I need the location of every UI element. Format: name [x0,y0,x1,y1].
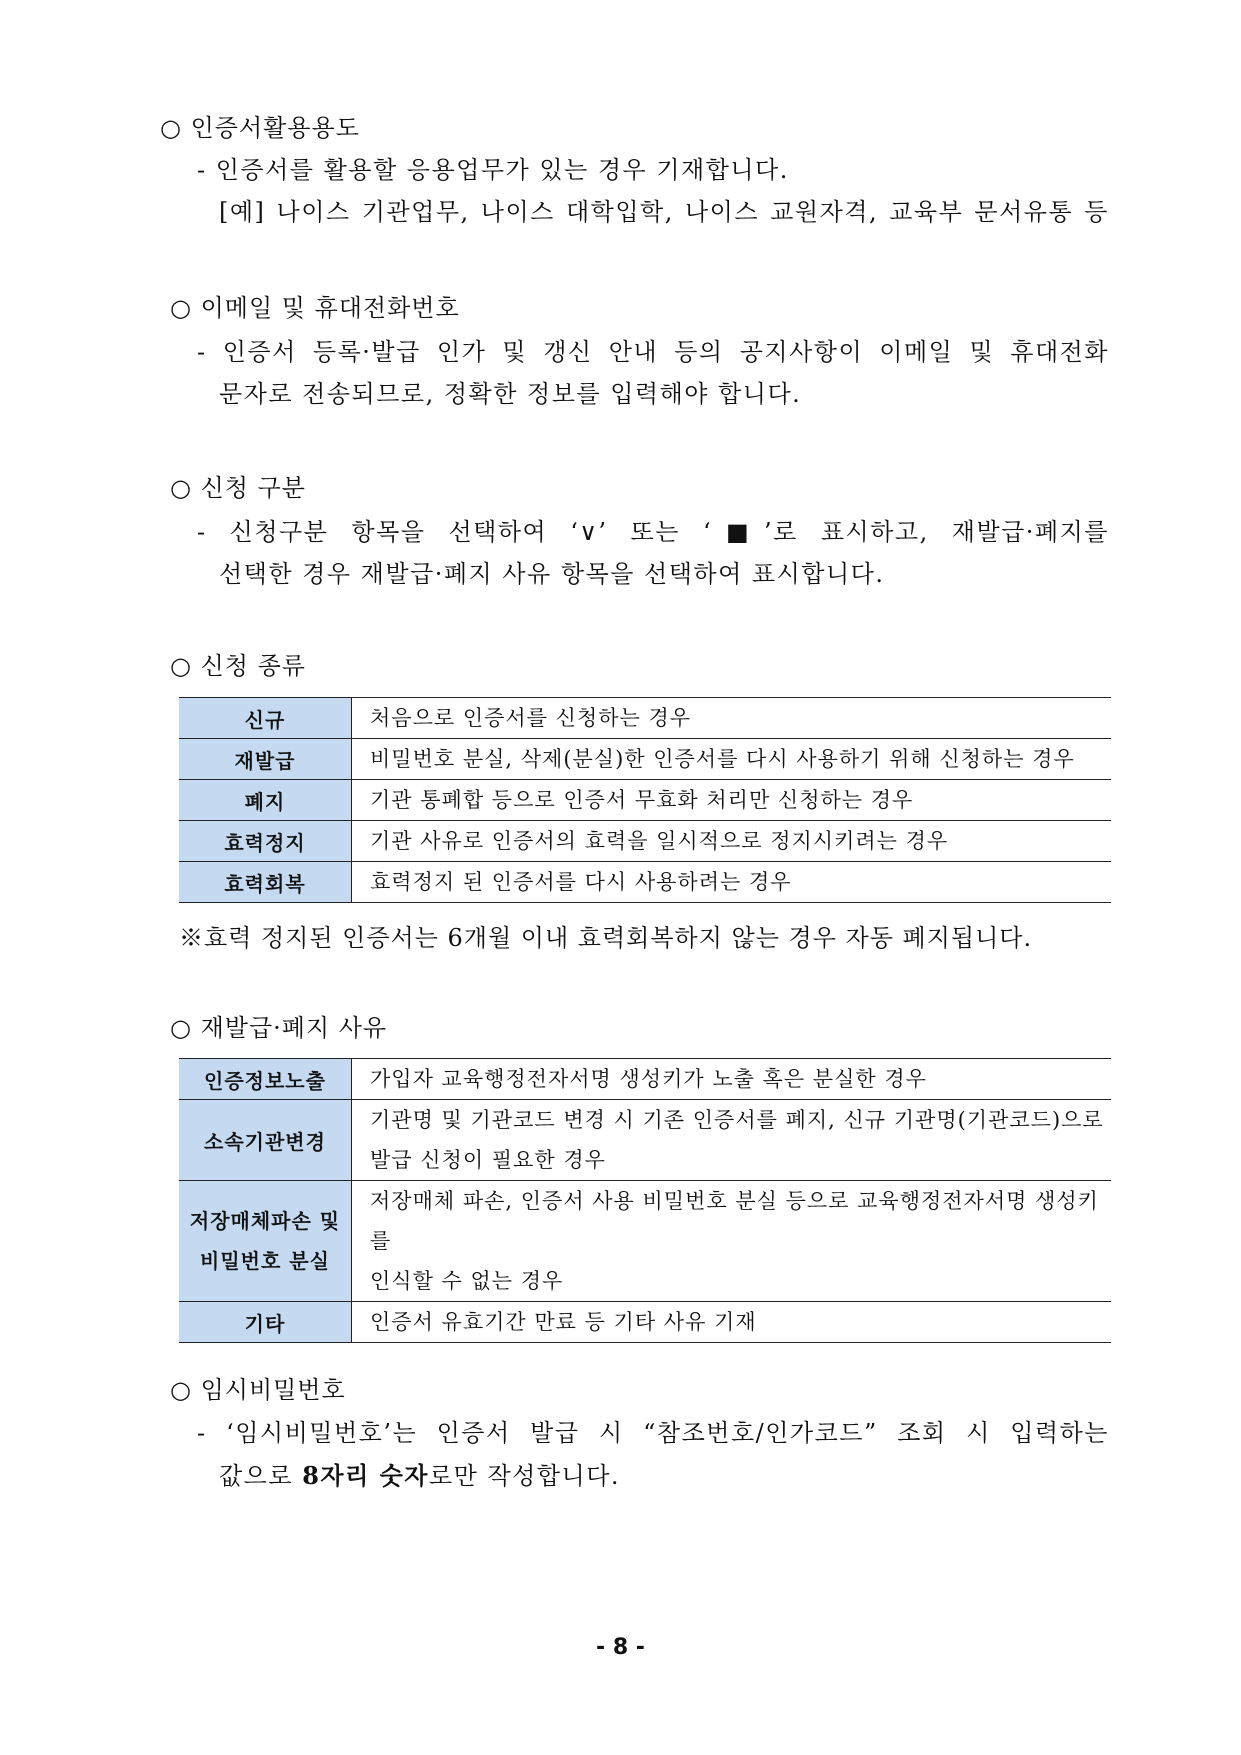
row-desc: 가입자 교육행정전자서명 생성키가 노출 혹은 분실한 경우 [352,1059,1112,1100]
table-row [179,1059,1111,1100]
row-label: 인증정보노출 [179,1059,352,1100]
row-desc-line: 저장매체 파손, 인증서 사용 비밀번호 분실 등으로 교육행정전자서명 생성키를 [370,1189,1099,1253]
section-heading-request-kind: ○ 신청 종류 [170,652,306,680]
table-row [179,1181,1111,1302]
row-label: 폐지 [179,780,352,821]
section-heading-cert-usage: ○ 인증서활용용도 [160,114,360,142]
cert-usage-example: [예] 나이스 기관업무, 나이스 대학입학, 나이스 교원자격, 교육부 문서유통 등 [219,198,1109,226]
row-desc-line: 기관명 및 기관코드 변경 시 기존 인증서를 폐지, 신규 기관명(기관코드)으로 [370,1108,1104,1132]
email-phone-line-2: 문자로 전송되므로, 정확한 정보를 입력해야 합니다. [219,380,802,408]
table-row [179,1302,1111,1343]
table-row [179,862,1111,903]
temp-password-line-2 [219,1456,620,1491]
table-row [179,821,1111,862]
row-desc: 비밀번호 분실, 삭제(분실)한 인증서를 다시 사용하기 위해 신청하는 경우 [352,739,1112,780]
row-desc: 기관 통폐합 등으로 인증서 무효화 처리만 신청하는 경우 [352,780,1112,821]
temp-password-text-a: 값으로 [219,1462,303,1490]
row-desc-line: 발급 신청이 필요한 경우 [370,1148,606,1172]
request-type-line-1: - 신청구분 항목을 선택하여 ‘∨’ 또는 ‘■’로 표시하고, 재발급·폐지를 [197,518,1109,546]
row-label: 재발급 [179,739,352,780]
request-kind-table [179,697,1111,903]
row-label [179,1181,352,1302]
row-label: 기타 [179,1302,352,1343]
row-label-line: 저장매체파손 및 [189,1209,341,1233]
row-label: 효력정지 [179,821,352,862]
row-desc [352,1100,1112,1181]
reissue-reason-table [179,1058,1111,1343]
row-desc [352,1181,1112,1302]
row-desc-line: 인식할 수 없는 경우 [370,1269,564,1293]
table-row [179,1100,1111,1181]
row-label: 효력회복 [179,862,352,903]
table-row [179,739,1111,780]
section-heading-reissue-reason: ○ 재발급·폐지 사유 [170,1014,388,1042]
section-heading-temp-password: ○ 임시비밀번호 [170,1376,346,1404]
row-label: 신규 [179,698,352,739]
row-label-line: 비밀번호 분실 [200,1249,330,1273]
table-row [179,698,1111,739]
temp-password-emphasis: 8자리 숫자 [302,1461,429,1490]
row-desc: 기관 사유로 인증서의 효력을 일시적으로 정지시키려는 경우 [352,821,1112,862]
section-heading-request-type: ○ 신청 구분 [170,474,306,502]
section-heading-email-phone: ○ 이메일 및 휴대전화번호 [170,294,460,322]
table-row [179,780,1111,821]
row-desc: 효력정지 된 인증서를 다시 사용하려는 경우 [352,862,1112,903]
suspension-note: ※효력 정지된 인증서는 6개월 이내 효력회복하지 않는 경우 자동 폐지됩니다. [179,924,1033,952]
temp-password-line-1: - ‘임시비밀번호’는 인증서 발급 시 “참조번호/인가코드” 조회 시 입력하는 [197,1419,1109,1447]
row-desc: 인증서 유효기간 만료 등 기타 사유 기재 [352,1302,1112,1343]
row-desc: 처음으로 인증서를 신청하는 경우 [352,698,1112,739]
request-type-line-2: 선택한 경우 재발급·폐지 사유 항목을 선택하여 표시합니다. [219,560,885,588]
page-number: - 8 - [596,1635,645,1660]
temp-password-text-c: 로만 작성합니다. [428,1462,621,1490]
email-phone-line-1: - 인증서 등록·발급 인가 및 갱신 안내 등의 공지사항이 이메일 및 휴대전화 [197,338,1109,366]
cert-usage-line-1: - 인증서를 활용할 응용업무가 있는 경우 기재합니다. [197,156,789,184]
row-label: 소속기관변경 [179,1100,352,1181]
